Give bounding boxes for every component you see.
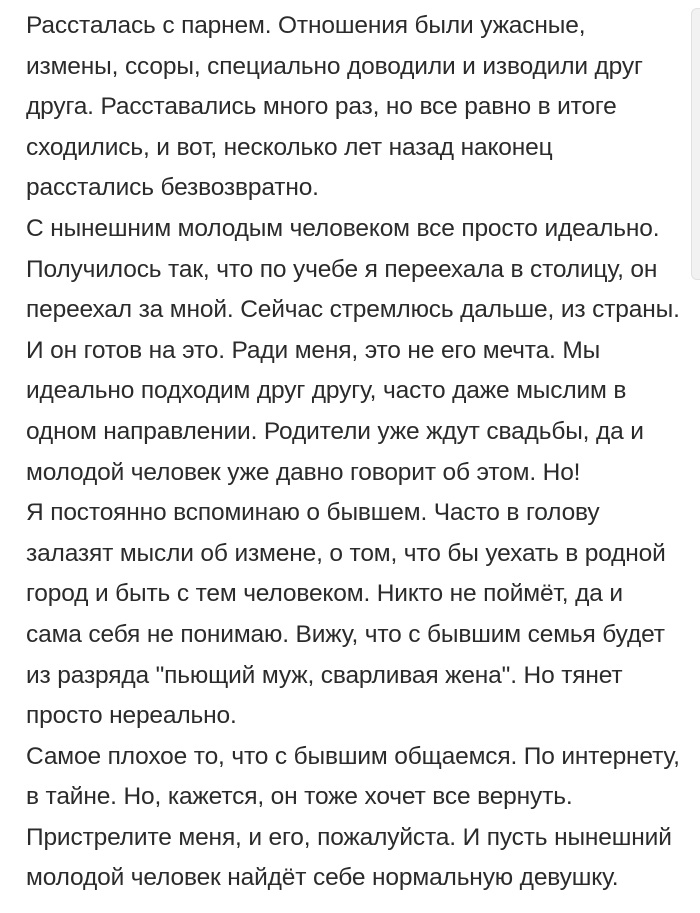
text-line: Пристрелите меня, и его, пожалуйста. И пусть нынешний (26, 823, 672, 851)
text-line: расстались безвозвратно. (26, 174, 319, 202)
text-line: Рассталась с парнем. Отношения были ужасные, (26, 12, 586, 39)
text-line: Я постоянно вспоминаю о бывшем. Часто в голову (26, 499, 600, 527)
text-line: сходились, и вот, несколько лет назад наконец (26, 133, 553, 161)
text-line: город и быть с тем человеком. Никто не поймёт, да и (26, 580, 623, 608)
text-line: сама себя не понимаю. Вижу, что с бывшим семья будет (26, 620, 665, 648)
text-line: залазят мысли об измене, о том, что бы уехать в родной (26, 539, 666, 567)
text-line: С нынешним молодым человеком все просто идеально. (26, 214, 660, 242)
scrollbar-thumb[interactable] (691, 8, 700, 280)
text-line: И он готов на это. Ради меня, это не его мечта. Мы (26, 336, 601, 364)
text-line: просто нереально. (26, 702, 237, 730)
text-line: из разряда "пьющий муж, сварливая жена". Но тянет (26, 661, 623, 689)
text-line: переехал за мной. Сейчас стремлюсь дальше, из страны. (26, 296, 680, 324)
text-line: в тайне. Но, кажется, он тоже хочет все вернуть. (26, 783, 573, 811)
text-line: друга. Расставались много раз, но все равно в итоге (26, 93, 617, 121)
text-line: молодой человек уже давно говорит об этом. Но! (26, 458, 581, 486)
text-line: идеально подходим друг другу, часто даже мыслим в (26, 377, 627, 405)
text-line: Получилось так, что по учебе я переехала в столицу, он (26, 255, 658, 283)
post-body-text (26, 6, 680, 899)
text-line: измены, ссоры, специально доводили и изводили друг (26, 52, 643, 80)
text-line: Самое плохое то, что с бывшим общаемся. По интернету, (26, 742, 680, 770)
text-line: одном направлении. Родители уже ждут свадьбы, да и (26, 417, 644, 445)
text-line: молодой человек найдёт себе нормальную девушку. (26, 864, 619, 892)
